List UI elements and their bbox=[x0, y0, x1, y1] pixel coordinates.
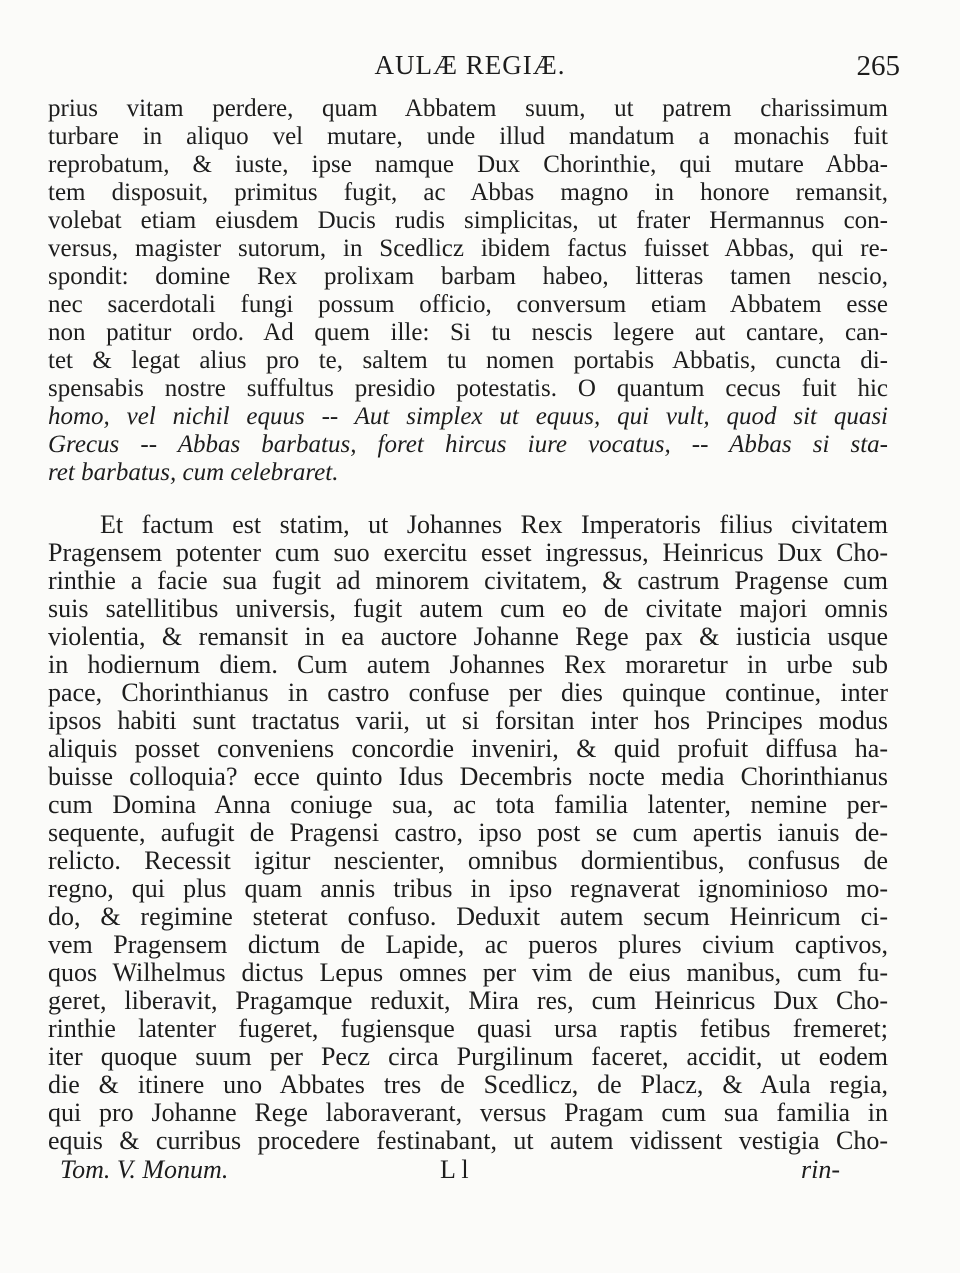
text-line: suis satellitibus universis, fugit autem cum eo de civitate majori omnis bbox=[48, 594, 888, 623]
text-line: nec sacerdotali fungi possum officio, conversum etiam Abbatem esse bbox=[48, 291, 888, 318]
running-head bbox=[40, 50, 900, 90]
text-line: in hodiernum diem. Cum autem Johannes Rex moraretur in urbe sub bbox=[48, 650, 888, 679]
text-line: rinthie a facie sua fugit ad minorem civitatem, & castrum Pragense cum bbox=[48, 566, 888, 595]
text-line: spensabis nostre suffultus presidio potestatis. O quantum cecus fuit hic bbox=[48, 375, 888, 402]
text-line: relicto. Recessit igitur nescienter, omnibus dormientibus, confusus de bbox=[48, 846, 888, 875]
text-line: rinthie latenter fugeret, fugiensque quasi ursa raptis fetibus fremeret; bbox=[48, 1014, 888, 1043]
text-line: turbare in aliquo vel mutare, unde illud mandatum a monachis fuit bbox=[48, 123, 888, 150]
text-line: qui pro Johanne Rege laboraverant, versus Pragam cum sua familia in bbox=[48, 1098, 888, 1127]
text-line: Pragensem potenter cum suo exercitu esset ingressus, Heinricus Dux Cho- bbox=[48, 538, 888, 567]
text-line: versus, magister sutorum, in Scedlicz ibidem factus fuisset Abbas, qui re- bbox=[48, 235, 888, 262]
gathering-mark: L l bbox=[440, 1155, 469, 1184]
volume-signature: Tom. V. Monum. bbox=[60, 1155, 229, 1184]
text-line: cum Domina Anna coniuge sua, ac tota familia latenter, nemine per- bbox=[48, 790, 888, 819]
text-line: non patitur ordo. Ad quem ille: Si tu nescis legere aut cantare, can- bbox=[48, 319, 888, 346]
text-line: buisse colloquia? ecce quinto Idus Decembris nocte media Chorinthianus bbox=[48, 762, 888, 791]
text-line: homo, vel nichil equus -- Aut simplex ut equus, qui vult, quod sit quasi bbox=[48, 403, 888, 430]
text-line: sequente, aufugit de Pragensi castro, ipso post se cum apertis ianuis de- bbox=[48, 818, 888, 847]
catchword: rin- bbox=[801, 1155, 840, 1184]
text-line: quos Wilhelmus dictus Lepus omnes per vim de eius manibus, cum fu- bbox=[48, 958, 888, 987]
text-line: do, & regimine steterat confuso. Deduxit autem secum Heinricum ci- bbox=[48, 902, 888, 931]
text-line: regno, qui plus quam annis tribus in ipso regnaverat ignominioso mo- bbox=[48, 874, 888, 903]
text-line: pace, Chorinthianus in castro confuse per dies quinque continue, inter bbox=[48, 678, 888, 707]
text-line: ret barbatus, cum celebraret. bbox=[48, 459, 339, 486]
text-line: vem Pragensem dictum de Lapide, ac pueros plures civium captivos, bbox=[48, 930, 888, 959]
text-line: iter quoque suum per Pecz circa Purgilinum faceret, accidit, ut eodem bbox=[48, 1042, 888, 1071]
text-line: die & itinere uno Abbates tres de Scedlicz, de Placz, & Aula regia, bbox=[48, 1070, 888, 1099]
text-line: volebat etiam eiusdem Ducis rudis simplicitas, ut frater Hermannus con- bbox=[48, 207, 888, 234]
text-line: Grecus -- Abbas barbatus, foret hircus iure vocatus, -- Abbas si sta- bbox=[48, 431, 888, 458]
text-line: violentia, & remansit in ea auctore Johanne Rege pax & iusticia usque bbox=[48, 622, 888, 651]
page-number: 265 bbox=[856, 50, 900, 82]
text-line: ipsos habiti sunt tractatus varii, ut si forsitan inter hos Principes modus bbox=[48, 706, 888, 735]
text-line: tet & legat alius pro te, saltem tu nomen portabis Abbatis, cuncta di- bbox=[48, 347, 888, 374]
text-line: spondit: domine Rex prolixam barbam habeo, litteras tamen nescio, bbox=[48, 263, 888, 290]
text-line: prius vitam perdere, quam Abbatem suum, ut patrem charissimum bbox=[48, 95, 888, 122]
running-title: AULÆ REGIÆ. bbox=[374, 50, 566, 80]
text-line: aliquis posset conveniens concordie inveniri, & quid profuit diffusa ha- bbox=[48, 734, 888, 763]
text-line: reprobatum, & iuste, ipse namque Dux Chorinthie, qui mutare Abba- bbox=[48, 151, 888, 178]
text-line: Et factum est statim, ut Johannes Rex Imperatoris filius civitatem bbox=[100, 510, 888, 539]
text-line: geret, liberavit, Pragamque reduxit, Mira res, cum Heinricus Dux Cho- bbox=[48, 986, 888, 1015]
text-line: equis & curribus procedere festinabant, ut autem vidissent vestigia Cho- bbox=[48, 1126, 888, 1155]
text-line: tem disposuit, primitus fugit, ac Abbas magno in honore remansit, bbox=[48, 179, 888, 206]
page-footer bbox=[60, 1155, 840, 1187]
